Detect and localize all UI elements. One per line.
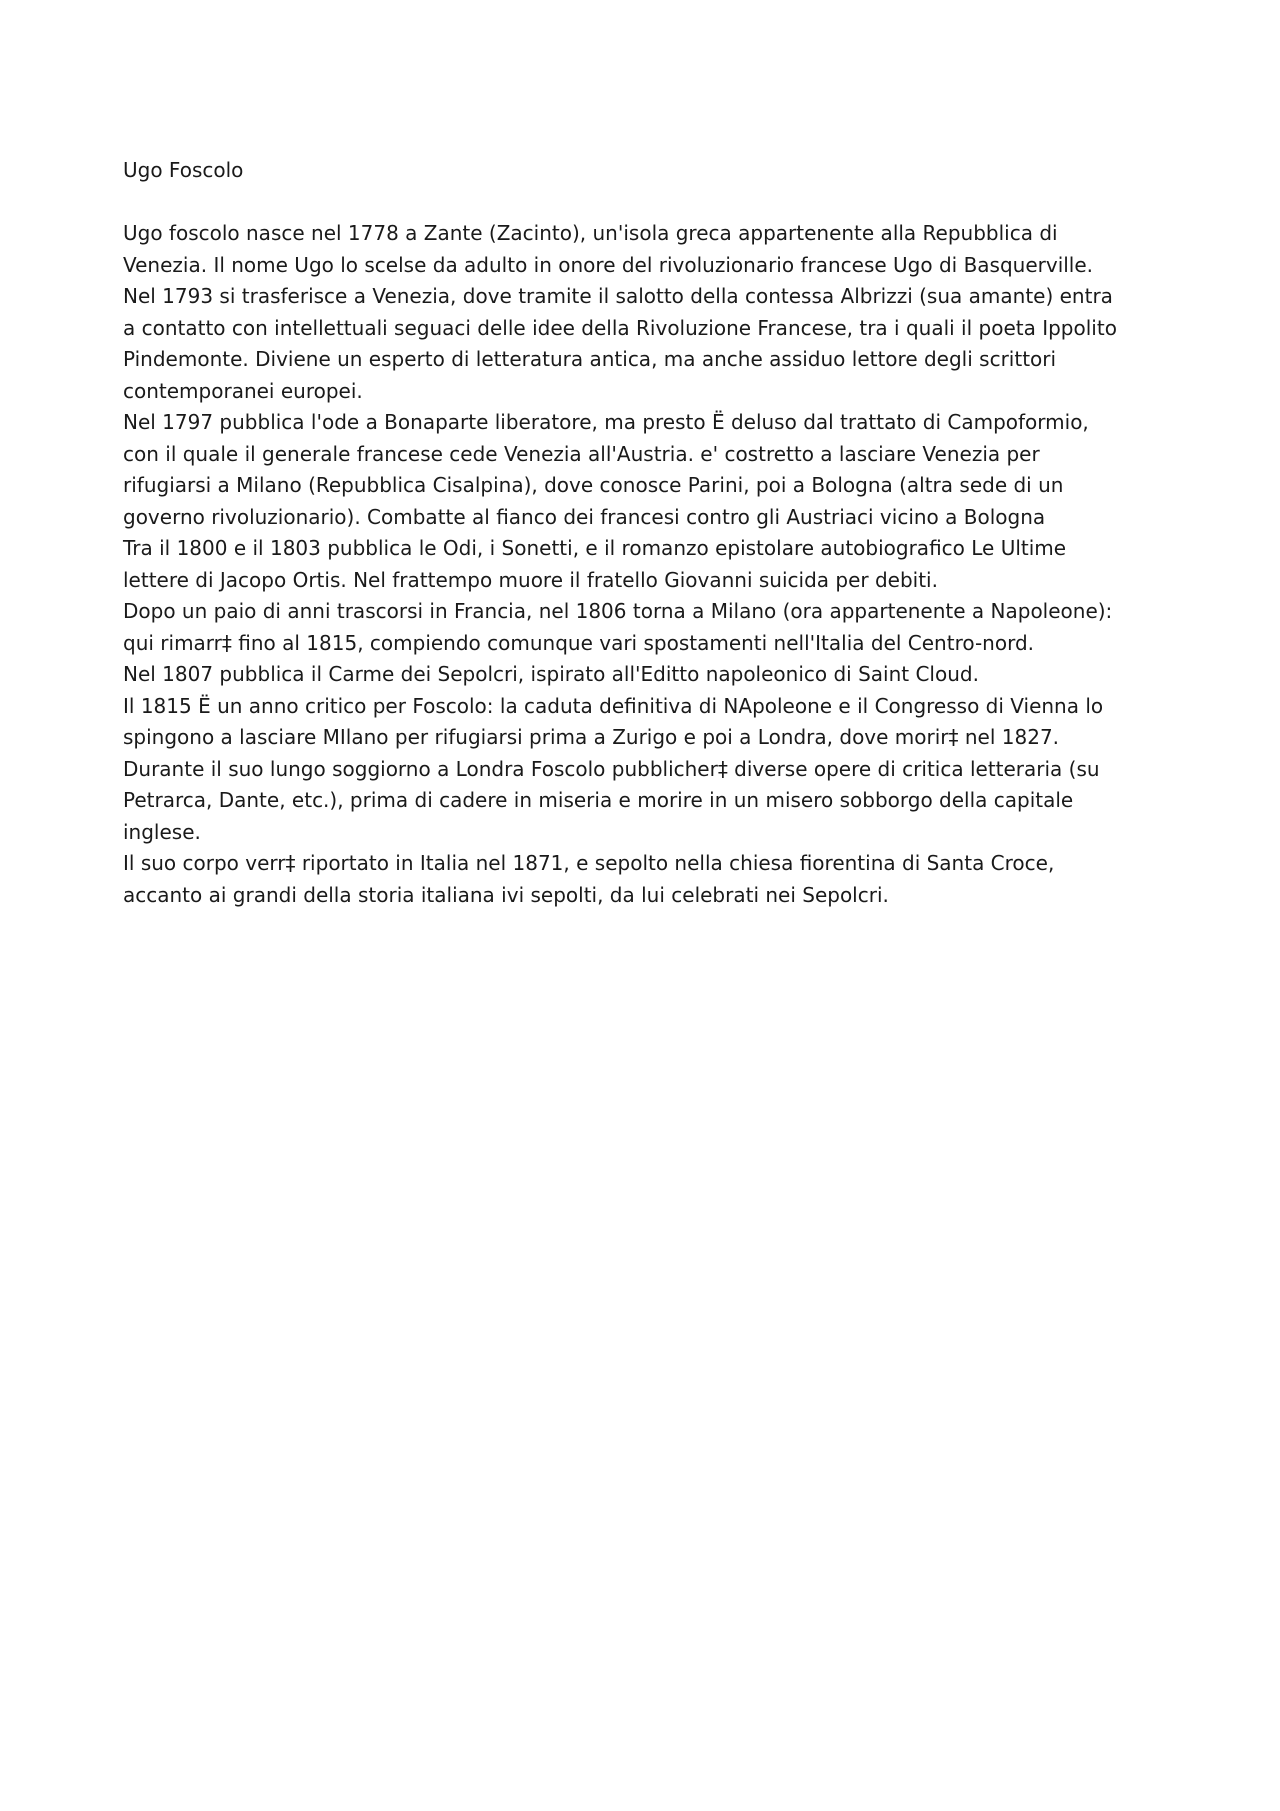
text-line: a contatto con intellettuali seguaci delle idee della Rivoluzione Francese, tra i quali il poeta Ippolito <box>123 315 1117 340</box>
text-line: Ugo foscolo nasce nel 1778 a Zante (Zacinto), un'isola greca appartenente alla Repubblica di <box>123 221 1058 245</box>
text-line: contemporanei europei. <box>123 378 363 403</box>
document-paragraph <box>123 218 1193 911</box>
text-line: Nel 1807 pubblica il Carme dei Sepolcri, ispirato all'Editto napoleonico di Saint Cloud. <box>123 662 979 686</box>
text-line: lettere di Jacopo Ortis. Nel frattempo muore il fratello Giovanni suicida per debiti. <box>123 567 938 592</box>
text-line: Dopo un paio di anni trascorsi in Francia, nel 1806 torna a Milano (ora appartenente a Napoleone): <box>123 599 1113 623</box>
text-line: governo rivoluzionario). Combatte al fianco dei francesi contro gli Austriaci vicino a Bologna <box>123 504 1046 529</box>
text-line: inglese. <box>123 819 201 844</box>
text-line: Il suo corpo verr‡ riportato in Italia nel 1871, e sepolto nella chiesa fiorentina di Santa Croce, <box>123 851 1055 875</box>
text-line: Venezia. Il nome Ugo lo scelse da adulto in onore del rivoluzionario francese Ugo di Basquerville. <box>123 252 1094 277</box>
text-line: spingono a lasciare MIlano per rifugiarsi prima a Zurigo e poi a Londra, dove morir‡ nel 1827. <box>123 725 1060 749</box>
document-body <box>123 155 1193 911</box>
text-line: Durante il suo lungo soggiorno a Londra Foscolo pubblicher‡ diverse opere di critica letteraria (su <box>123 756 1100 781</box>
text-line: Tra il 1800 e il 1803 pubblica le Odi, i Sonetti, e il romanzo epistolare autobiografico Le Ultime <box>123 536 1067 560</box>
text-line: Il 1815 Ë un anno critico per Foscolo: la caduta definitiva di NApoleone e il Congresso di Vienna lo <box>123 693 1104 718</box>
document-title: Ugo Foscolo <box>123 158 244 182</box>
text-line: Nel 1797 pubblica l'ode a Bonaparte liberatore, ma presto Ë deluso dal trattato di Campoformio, <box>123 410 1089 434</box>
text-line: accanto ai grandi della storia italiana ivi sepolti, da lui celebrati nei Sepolcri. <box>123 882 889 907</box>
text-line: Nel 1793 si trasferisce a Venezia, dove tramite il salotto della contessa Albrizzi (sua amante) entra <box>123 284 1113 308</box>
text-line: Pindemonte. Diviene un esperto di letteratura antica, ma anche assiduo lettore degli scrittori <box>123 347 1057 371</box>
text-line: qui rimarr‡ fino al 1815, compiendo comunque vari spostamenti nell'Italia del Centro-nord. <box>123 630 1035 655</box>
text-line: Petrarca, Dante, etc.), prima di cadere in miseria e morire in un misero sobborgo della capitale <box>123 788 1074 812</box>
text-line: con il quale il generale francese cede Venezia all'Austria. e' costretto a lasciare Venezia per <box>123 441 1040 466</box>
text-line: rifugiarsi a Milano (Repubblica Cisalpina), dove conosce Parini, poi a Bologna (altra sede di un <box>123 473 1064 497</box>
